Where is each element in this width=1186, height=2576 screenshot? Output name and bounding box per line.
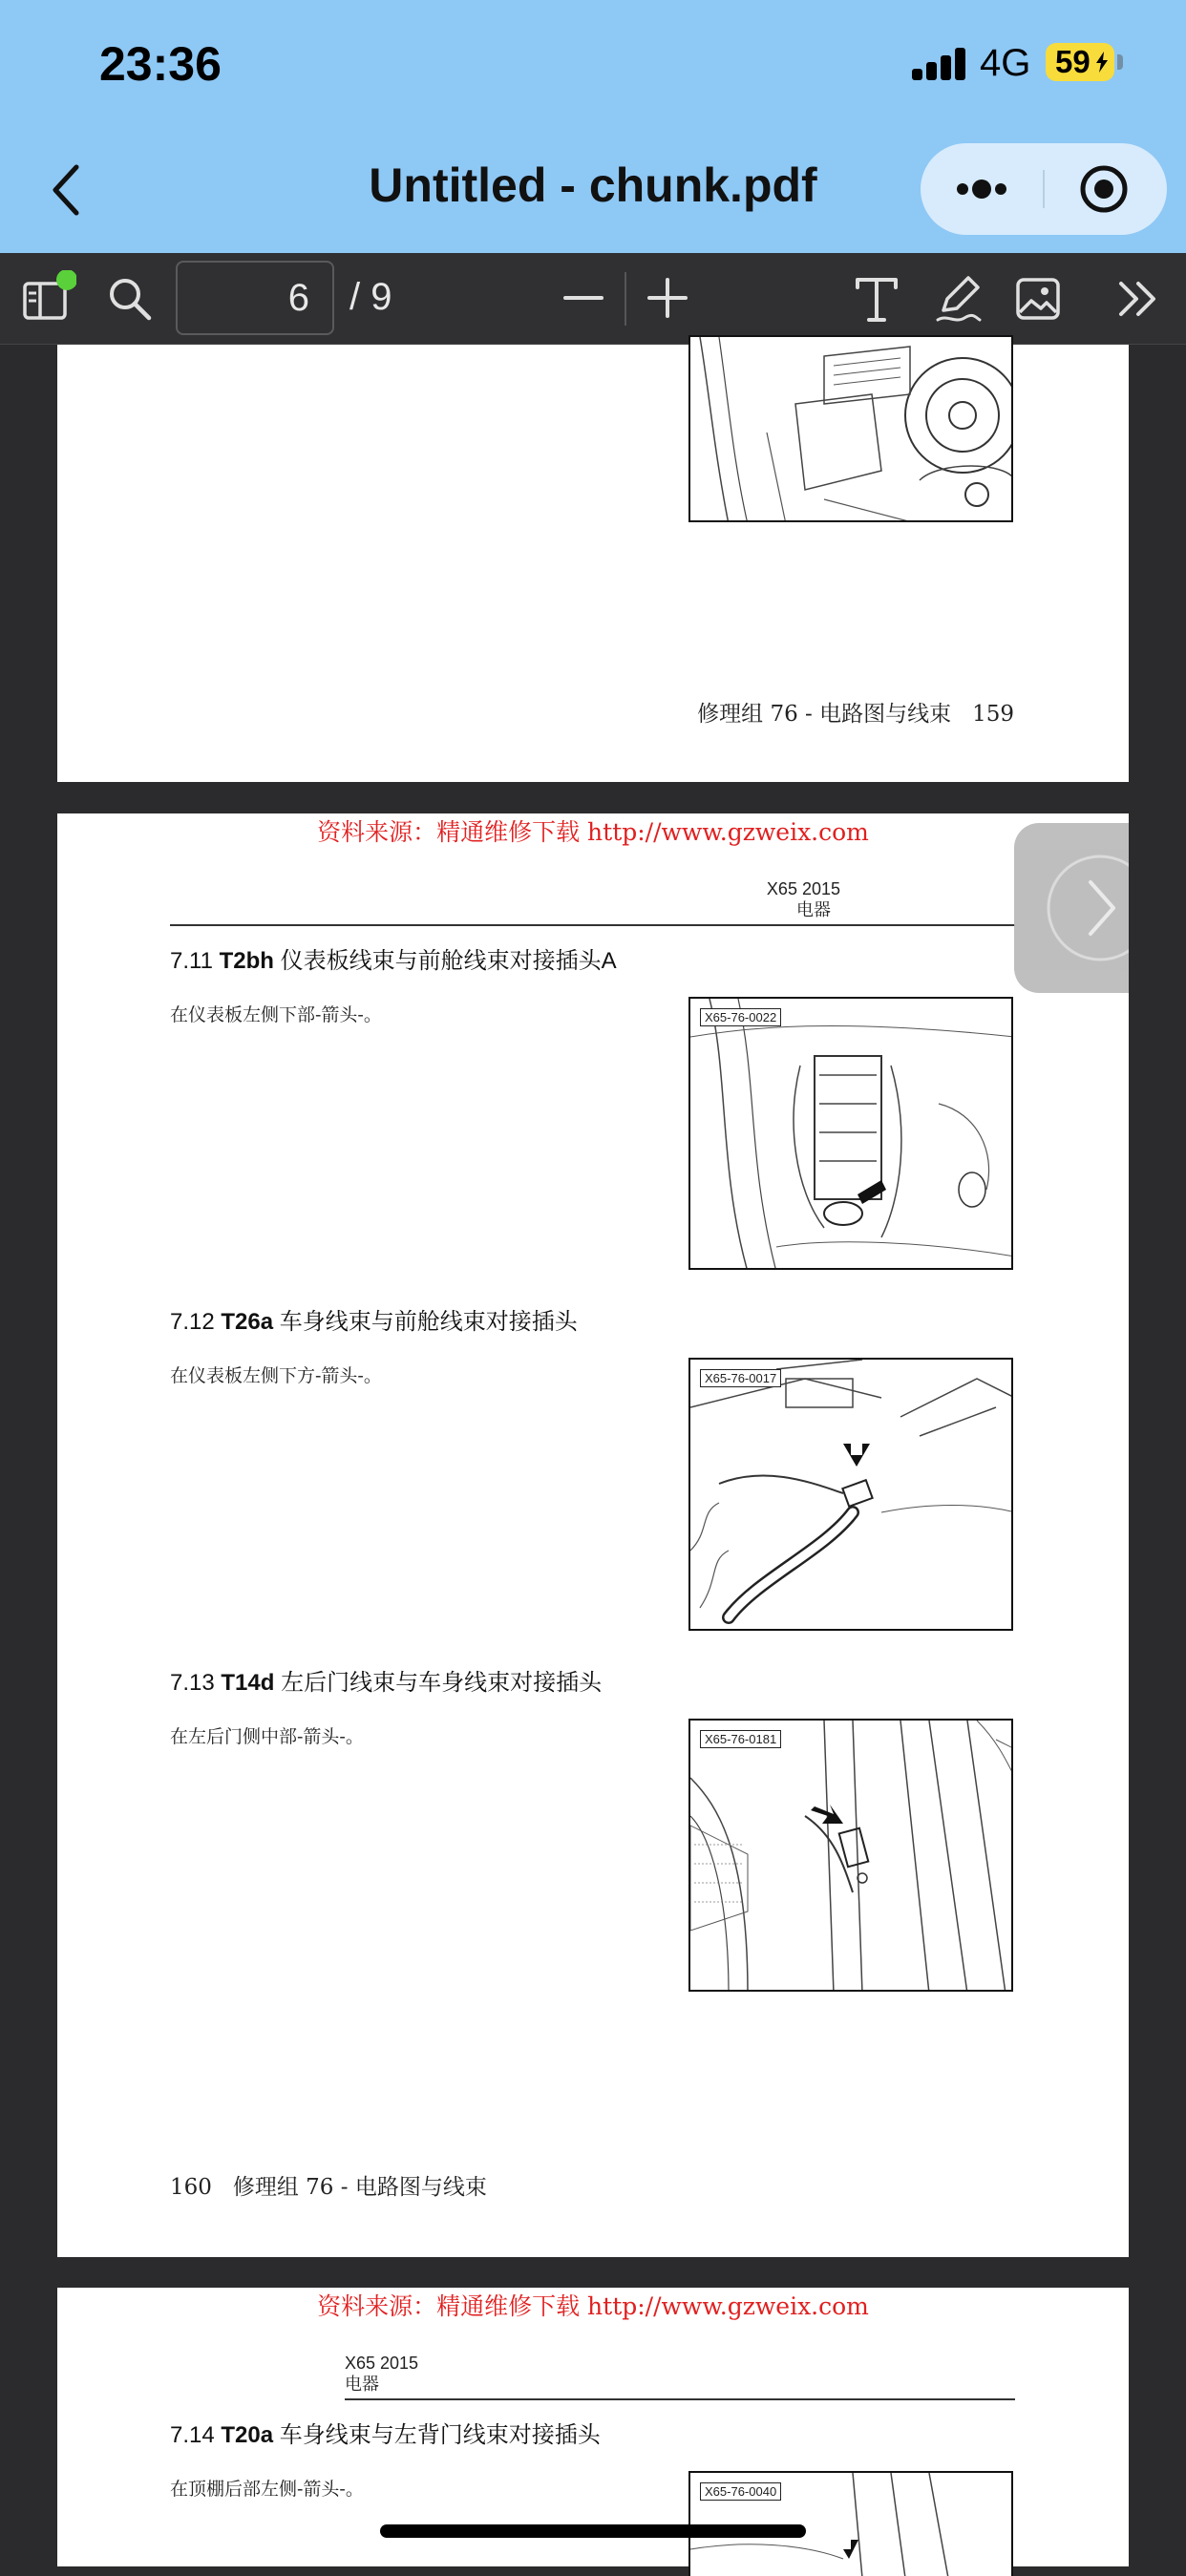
zoom-divider <box>625 272 626 326</box>
page-number-input[interactable] <box>176 261 334 335</box>
section-title: 仪表板线束与前舱线束对接插头A <box>280 948 617 974</box>
pencil-icon <box>932 270 985 327</box>
more-button[interactable] <box>921 143 1043 235</box>
figure-label: X65-76-0181 <box>700 1730 781 1748</box>
footer-text: 修理组 76 - 电路图与线束 <box>697 702 952 727</box>
signal-icon <box>912 48 965 80</box>
zoom-out-button[interactable] <box>560 274 607 322</box>
page-number: 159 <box>972 702 1014 727</box>
next-page-button[interactable] <box>1014 823 1129 993</box>
page-total: / 9 <box>349 276 392 318</box>
nav-bar <box>0 129 1186 253</box>
page-header <box>767 878 840 920</box>
connector-code: T20a <box>221 2422 274 2448</box>
figure-7-11 <box>688 997 1013 1270</box>
section-text-7-13: 在左后门侧中部-箭头-。 <box>170 1726 364 1747</box>
sidebar-icon <box>19 270 76 327</box>
search-icon <box>105 274 155 324</box>
section-text-7-14: 在顶棚后部左侧-箭头-。 <box>170 2479 364 2500</box>
text-tool-icon <box>852 272 901 326</box>
home-indicator[interactable] <box>380 2524 806 2538</box>
network-type: 4G <box>980 42 1031 84</box>
battery-level: 59 <box>1055 44 1091 79</box>
header-model: X65 2015 <box>766 879 840 898</box>
draw-tool-button[interactable] <box>932 270 985 327</box>
connector-code: T2bh <box>219 948 274 974</box>
connector-drawing <box>690 1721 1013 1992</box>
section-text-7-12: 在仪表板左侧下方-箭头-。 <box>170 1365 382 1386</box>
pdf-page-159 <box>57 345 1129 782</box>
battery-icon <box>1046 43 1114 81</box>
header-category: 电器 <box>796 900 831 919</box>
footer-text: 修理组 76 - 电路图与线束 <box>232 2175 487 2200</box>
image-tool-button[interactable] <box>1012 270 1066 327</box>
section-number: 7.11 <box>170 948 213 974</box>
page-number: 160 <box>170 2175 212 2200</box>
figure-7-14 <box>688 2471 1013 2576</box>
page-header <box>345 2353 418 2395</box>
section-heading-7-11 <box>170 941 617 975</box>
target-circle-icon <box>1045 143 1167 235</box>
section-number: 7.13 <box>170 1670 215 1696</box>
text-tool-button[interactable] <box>852 272 901 326</box>
document-title: Untitled - chunk.pdf <box>369 158 817 212</box>
header-category: 电器 <box>345 2375 379 2394</box>
section-number: 7.12 <box>170 1309 215 1335</box>
section-title: 左后门线束与车身线束对接插头 <box>281 1670 603 1696</box>
connector-code: T14d <box>221 1670 275 1696</box>
page-160-footer <box>170 2169 487 2201</box>
plus-icon <box>644 274 691 322</box>
sidebar-toggle-button[interactable] <box>19 270 76 327</box>
figure-label: X65-76-0022 <box>700 1008 781 1026</box>
pdf-toolbar <box>0 253 1186 345</box>
header-rule <box>345 2398 1015 2400</box>
battery-cap <box>1117 54 1123 70</box>
close-miniapp-button[interactable] <box>1045 143 1167 235</box>
watermark: 资料来源：精通维修下载 http://www.gzweix.com <box>317 2292 869 2320</box>
section-number: 7.14 <box>170 2422 215 2448</box>
figure-7-12 <box>688 1358 1013 1631</box>
page-159-footer <box>697 696 1014 728</box>
status-bar <box>0 0 1186 129</box>
double-chevron-right-icon <box>1113 274 1163 324</box>
section-text-7-11: 在仪表板左侧下部-箭头-。 <box>170 1004 382 1025</box>
zoom-in-button[interactable] <box>644 274 691 322</box>
section-heading-7-13 <box>170 1663 602 1697</box>
dashboard-drawing <box>690 337 1013 522</box>
connector-drawing <box>690 999 1013 1270</box>
header-model: X65 2015 <box>345 2354 419 2373</box>
page-159-figure <box>688 335 1013 522</box>
section-heading-7-12 <box>170 1302 578 1336</box>
image-icon <box>1012 270 1066 327</box>
section-heading-7-14 <box>170 2416 601 2449</box>
menu-capsule <box>921 143 1167 235</box>
status-time: 23:36 <box>99 37 222 91</box>
figure-label: X65-76-0040 <box>700 2482 781 2501</box>
connector-code: T26a <box>221 1309 274 1335</box>
watermark: 资料来源：精通维修下载 http://www.gzweix.com <box>317 818 869 846</box>
section-title: 车身线束与左背门线束对接插头 <box>279 2422 601 2448</box>
figure-label: X65-76-0017 <box>700 1369 781 1387</box>
more-tools-button[interactable] <box>1113 274 1163 324</box>
chevron-right-icon <box>1014 823 1129 993</box>
minus-icon <box>560 274 607 322</box>
header-rule <box>170 924 1015 926</box>
more-dots-icon <box>921 143 1043 235</box>
figure-7-13 <box>688 1719 1013 1992</box>
connector-drawing <box>690 1360 1013 1631</box>
pdf-page-160 <box>57 813 1129 2257</box>
notification-dot-icon <box>56 270 76 290</box>
search-button[interactable] <box>105 274 155 324</box>
section-title: 车身线束与前舱线束对接插头 <box>279 1309 578 1335</box>
